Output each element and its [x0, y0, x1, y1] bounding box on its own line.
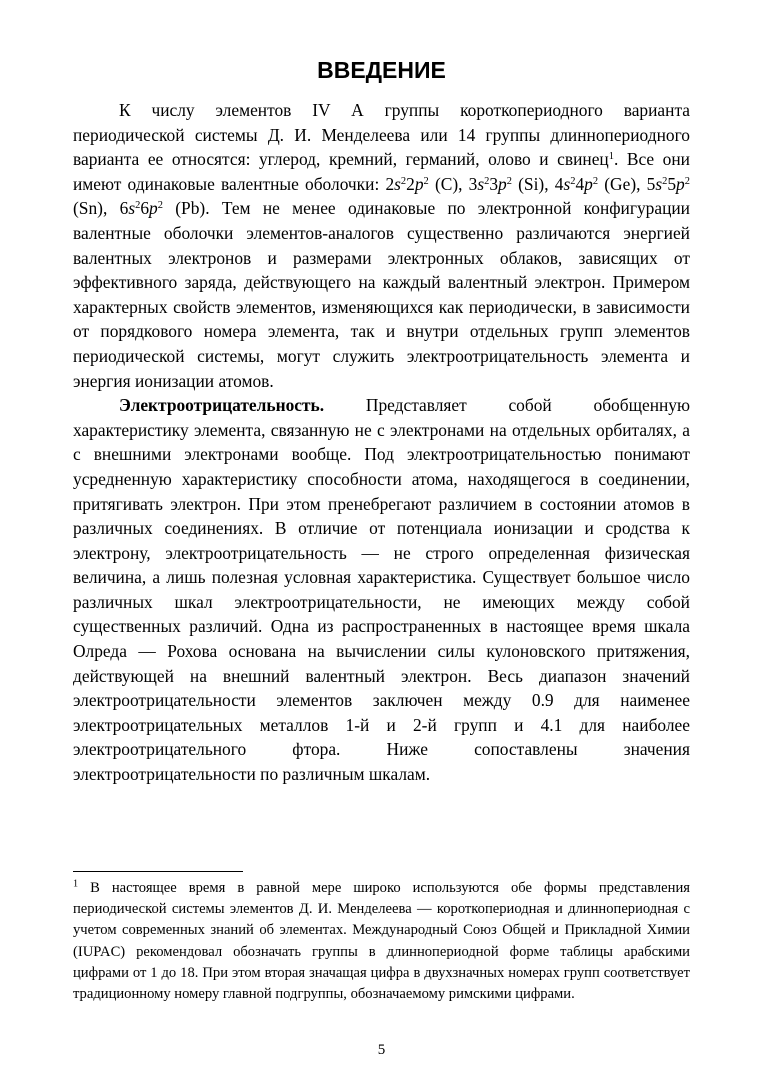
term-heading: Электроотрицательность.: [119, 395, 325, 416]
intro-text-1: К числу элементов IV А группы короткопериодного варианта периодической системы Д. И. Менделеева или 14 группы длиннопериодного варианта ее относятся: углерод, кремний, германий, олово и свинец: [73, 100, 690, 170]
footnote-reference: 1: [608, 150, 614, 162]
config-0: $2s^22p^2$ (C): [385, 173, 459, 194]
paragraph-intro: К числу элементов IV А группы короткопериодного варианта периодической системы Д. И. Менделеева или 14 группы длиннопериодного варианта ее относятся: углерод, кремний, германий, олово и свинец$^1$. Все они имеют одинаковые валентные оболочки: $2s^22p^2$ (C), $3s^23p^2$ (Si), $4s^24p^2$ (Ge), $5s^25p^2$ (Sn), $6s^26p^2$ (Pb). Тем не менее одинаковые по электронной конфигурации валентные оболочки элементов-аналогов существенно различаются энергией валентных электронов и размерами электронных облаков, зависящих от эффективного заряда, действующего на каждый валентный электрон. Примером характерных свойств элементов, изменяющихся как периодически, в зависимости от порядкового номера элемента, так и внутри отдельных групп элементов периодической системы, могут служить электроотрицательность элемента и энергия ионизации атомов.: [73, 100, 690, 391]
config-1: $3s^23p^2$ (Si): [468, 173, 545, 194]
config-3: $5s^25p^2$ (Sn): [73, 173, 690, 219]
chapter-title: ВВЕДЕНИЕ: [317, 57, 446, 83]
intro-text-3: . Тем не менее одинаковые по электронной конфигурации валентные оболочки элементов-аналогов существенно различаются энергией валентных электронов и размерами электронных облаков, зависящих от эффективного заряда, действующего на каждый валентный электрон. Примером характерных свойств элементов, изменяющихся как периодически, в зависимости от порядкового номера элемента, так и внутри отдельных групп элементов периодической системы, могут служить электроотрицательность элемента и энергия ионизации атомов.: [73, 198, 690, 391]
intro-text-2: . Все они имеют одинаковые валентные оболочки:: [73, 149, 690, 194]
footnote-text: В настоящее время в равной мере широко используются обе формы представления периодической системы элементов Д. И. Менделеева — короткопериодная и длиннопериодная с учетом современных знаний об элементах. Международный Союз Общей и Прикладной Химии (IUPAC) рекомендовал обозначать группы в длиннопериодной форме таблицы арабскими цифрами от 1 до 18. При этом вторая значащая цифра в двухзначных номерах групп соответствует традиционному номеру главной подгруппы, обозначаемому римскими цифрами.: [73, 880, 690, 1003]
footnote-marker: 1: [73, 878, 79, 890]
body-text: [73, 98, 690, 787]
config-4: $6s^26p^2$ (Pb): [119, 198, 206, 219]
electronegativity-text: Представляет собой обобщенную характеристику элемента, связанную не с электронами на отдельных орбиталях, а с внешними электронами вообще. Под электроотрицательностью понимают усредненную характеристику способности атома, находящегося в соединении, притягивать электрон. При этом пренебрегают различием в состоянии атомов в различных соединениях. В отличие от потенциала ионизации и сродства к электрону, электроотрицательность — не строго определенная физическая величина, а лишь полезная условная характеристика. Существует большое число различных шкал электроотрицательности, не имеющих между собой существенных различий. Одна из распространенных в настоящее время шкала Олреда — Рохова основана на вычислении силы кулоновского притяжения, действующей на внешний валентный электрон. Весь диапазон значений электроотрицательности элементов заключен между 0.9 для наименее электроотрицательных металлов 1-й и 2-й групп и 4.1 для наиболее электроотрицательного фтора. Ниже сопоставлены значения электроотрицательности по различным шкалам.: [73, 395, 690, 785]
paragraph-electronegativity: [73, 393, 690, 787]
footnote: [73, 878, 690, 1005]
config-2: $4s^24p^2$ (Ge): [554, 173, 637, 194]
footnote-divider: [73, 871, 243, 872]
page-number: 5: [377, 1042, 386, 1058]
